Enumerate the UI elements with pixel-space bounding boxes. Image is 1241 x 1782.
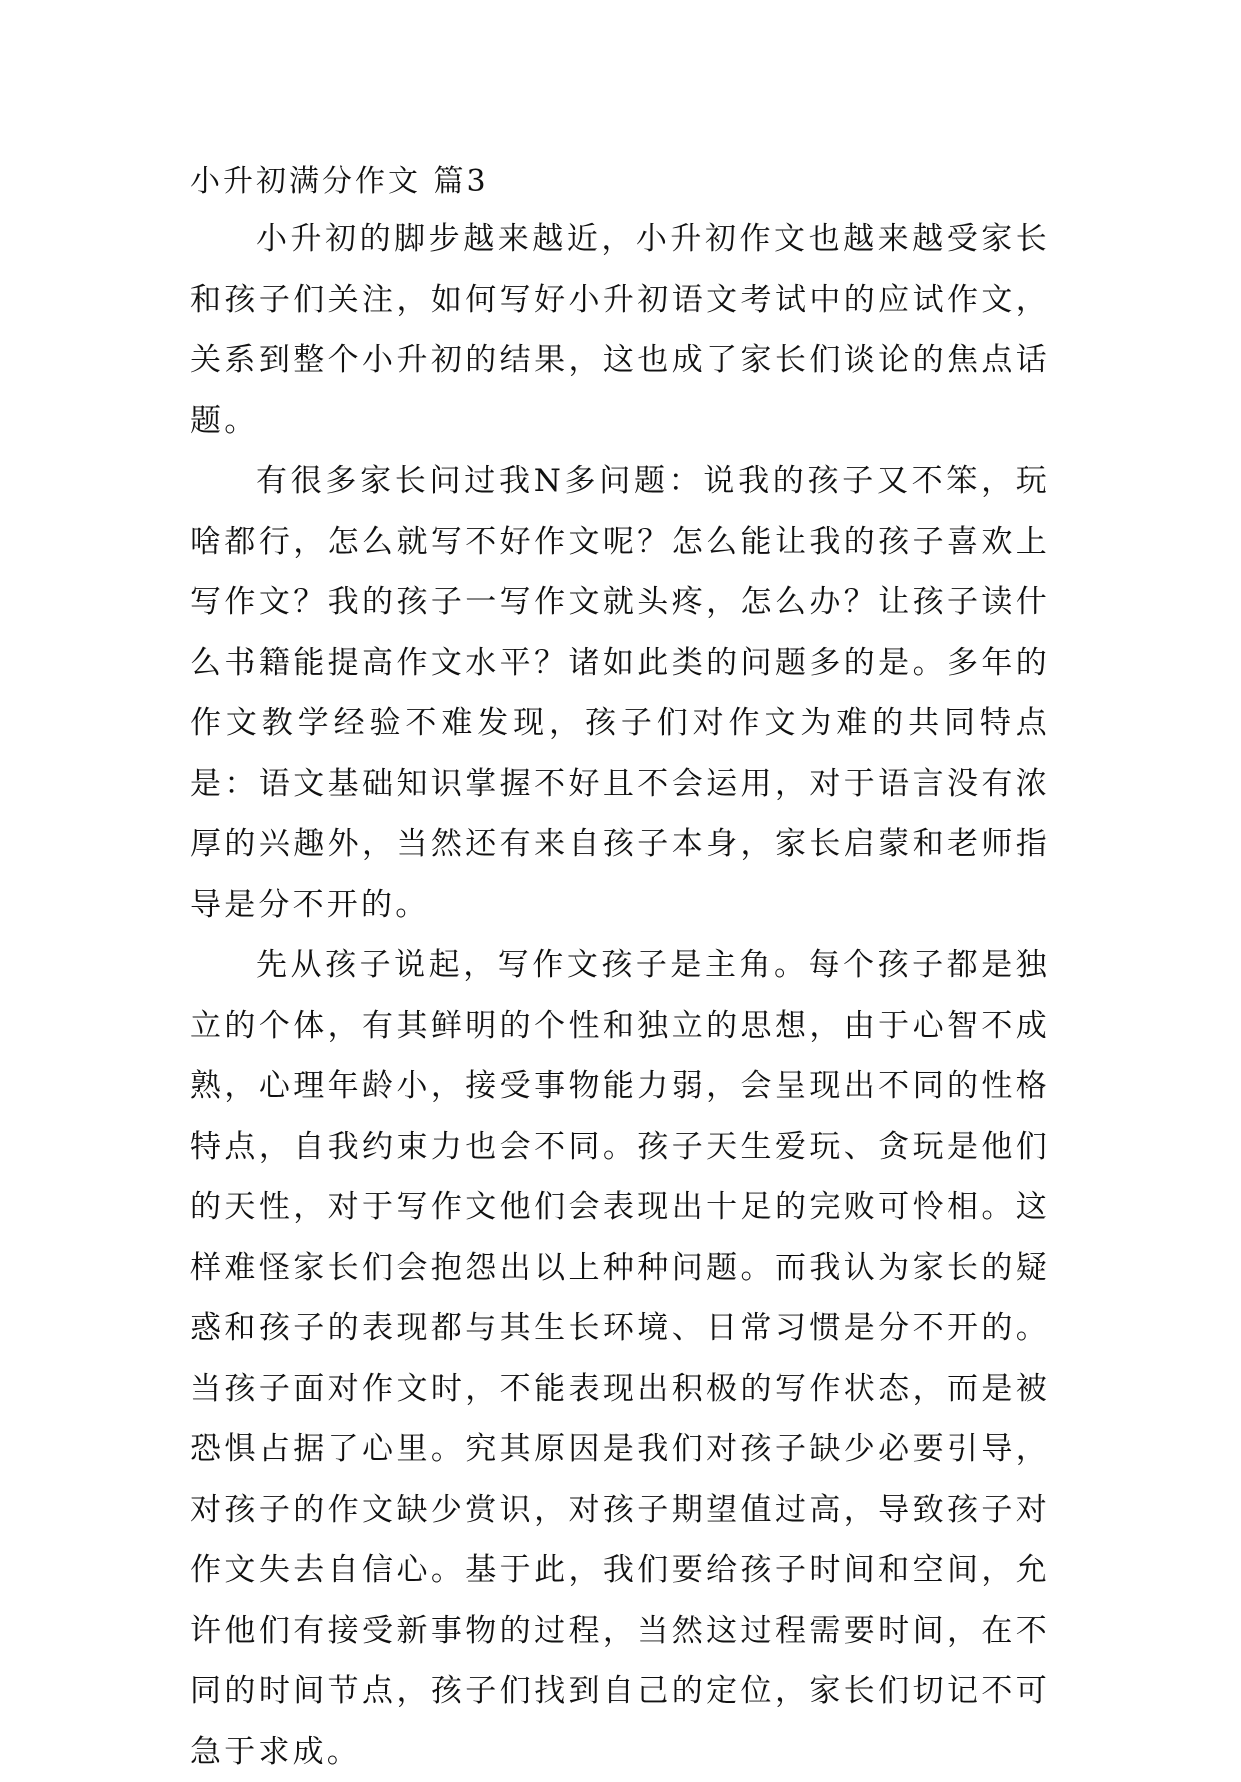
- document-title: 小升初满分作文 篇3: [190, 164, 489, 199]
- paragraph-3: 先从孩子说起，写作文孩子是主角。每个孩子都是独立的个体，有其鲜明的个性和独立的思想，由于心智不成熟，心理年龄小，接受事物能力弱，会呈现出不同的性格特点，自我约束力也会不同。孩子天生爱玩、贪玩是他们的天性，对于写作文他们会表现出十足的完败可怜相。这样难怪家长们会抱怨出以上种种问题。而我认为家长的疑惑和孩子的表现都与其生长环境、日常习惯是分不开的。当孩子面对作文时，不能表现出积极的写作状态，而是被恐惧占据了心里。究其原因是我们对孩子缺少必要引导，对孩子的作文缺少赏识，对孩子期望值过高，导致孩子对作文失去自信心。基于此，我们要给孩子时间和空间，允许他们有接受新事物的过程，当然这过程需要时间，在不同的时间节点，孩子们找到自己的定位，家长们切记不可急于求成。: [190, 947, 1050, 1770]
- paragraph-1: 小升初的脚步越来越近，小升初作文也越来越受家长和孩子们关注，如何写好小升初语文考试中的应试作文，关系到整个小升初的结果，这也成了家长们谈论的焦点话题。: [190, 221, 1050, 439]
- paragraph-2: 有很多家长问过我N多问题：说我的孩子又不笨，玩啥都行，怎么就写不好作文呢？怎么能让我的孩子喜欢上写作文？我的孩子一写作文就头疼，怎么办？让孩子读什么书籍能提高作文水平？诸如此类的问题多的是。多年的作文教学经验不难发现，孩子们对作文为难的共同特点是：语文基础知识掌握不好且不会运用，对于语言没有浓厚的兴趣外，当然还有来自孩子本身，家长启蒙和老师指导是分不开的。: [190, 463, 1050, 923]
- document-body: [190, 155, 1050, 1782]
